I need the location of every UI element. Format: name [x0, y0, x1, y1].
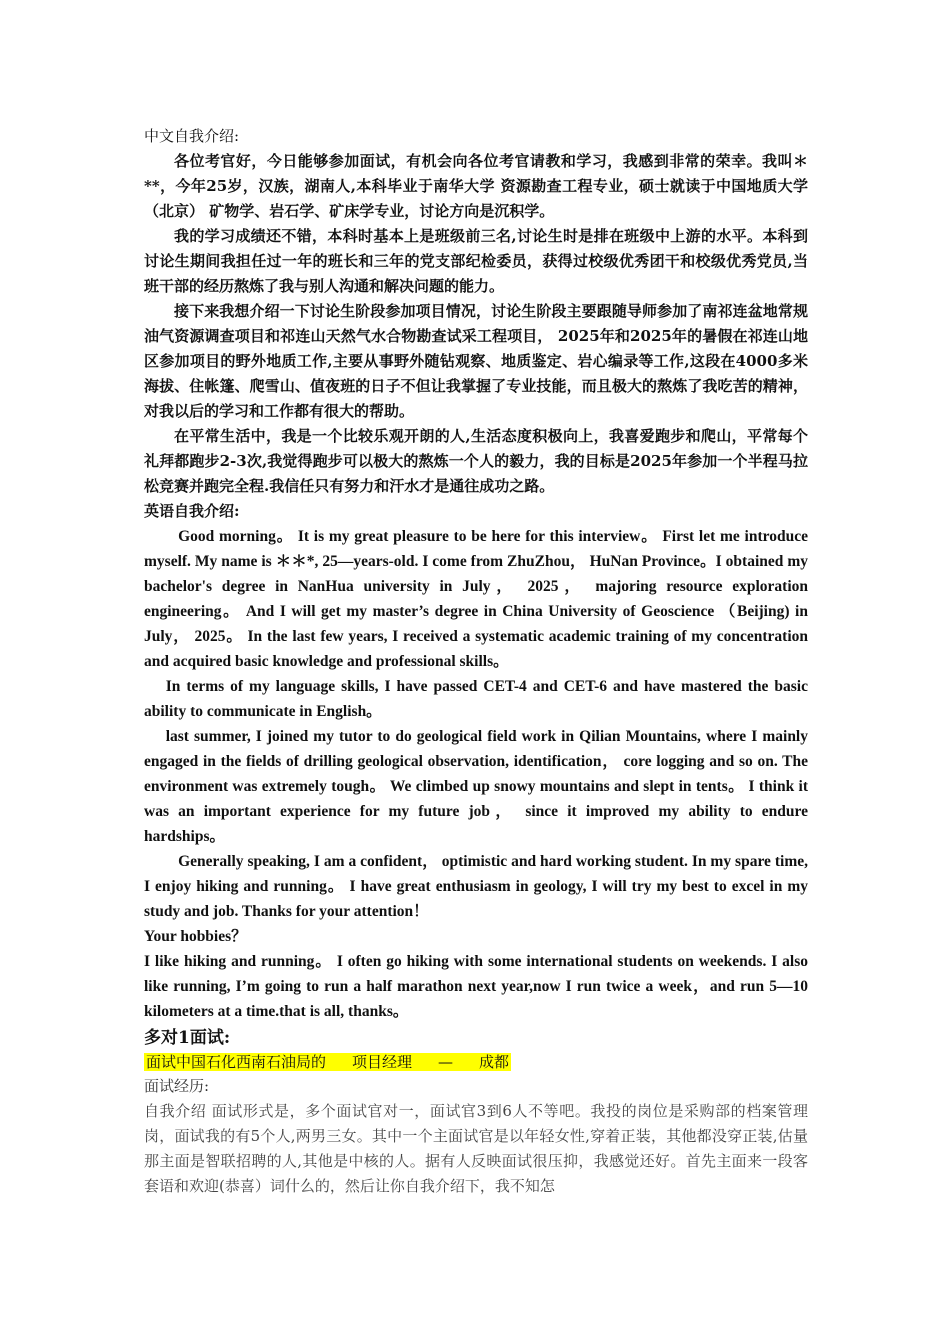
highlighted-position-line — [144, 1051, 808, 1073]
hobbies-question: Your hobbies？ — [144, 928, 247, 945]
highlight-dash: — — [438, 1053, 454, 1071]
multi-interview-heading: 多对1面试: — [144, 1028, 231, 1048]
highlight-company: 面试中国石化西南石油局的 项目经理 — 成都 — [146, 1053, 510, 1071]
cn-intro-heading: 中文自我介绍: — [144, 127, 240, 145]
highlight-position: 项目经理 — [352, 1053, 413, 1071]
hobbies-answer: I like hiking and running。 I often go hiking with some international students on weekends. I also like running, I’m going to run a half marathon next year,now I run twice a week，and run 5—10 kilometers at a time.that is all, thanks。 — [144, 953, 808, 1020]
cn-intro-paragraph-2: 我的学习成绩还不错，本科时基本上是班级前三名,讨论生时是排在班级中上游的水平。本科到讨论生期间我担任过一年的班长和三年的党支部纪检委员，获得过校级优秀团干和校级优秀党员,当班干部的经历熬炼了我与别人沟通和解决问题的能力。 — [144, 227, 808, 295]
highlight-city: 成都 — [479, 1053, 510, 1071]
cn-intro-paragraph-1: 各位考官好，今日能够参加面试，有机会向各位考官请教和学习，我感到非常的荣幸。我叫＊**，今年25岁，汉族，湖南人,本科毕业于南华大学 资源勘查工程专业，硕士就读于中国地质大学（北京） 矿物学、岩石学、矿床学专业，讨论方向是沉积学。 — [144, 152, 808, 220]
en-intro-paragraph-1: Good morning。 It is my great pleasure to be here for this interview。 First let me introduce myself. My name is ＊＊*, 25—years-old. I come from ZhuZhou， HuNan Province。I obtained my bachelor's degree in NanHua university in July， 2025， majoring resource exploration engineering。 And I will get my master’s degree in China University of Geoscience （Beijing) in July， 2025。 In the last few years, I received a systematic academic training of my concentration and acquired basic knowledge and professional skills。 — [144, 528, 808, 670]
en-intro-paragraph-4: Generally speaking, I am a confident， optimistic and hard working student. In my spare time, I enjoy hiking and running。 I have great enthusiasm in geology, I will try my best to excel in my study and job. Thanks for your attention！ — [144, 853, 808, 920]
en-intro-heading: 英语自我介绍: — [144, 502, 240, 520]
document-content — [144, 124, 808, 1199]
experience-body: 自我介绍 面试形式是，多个面试官对一，面试官3到6人不等吧。我投的岗位是采购部的档案管理岗，面试我的有5个人,两男三女。其中一个主面试官是以年轻女性,穿着正装，其他都没穿正装,估量那主面是智联招聘的人,其他是中核的人。据有人反映面试很压抑，我感觉还好。首先主面来一段客套语和欢迎(恭喜）词什么的，然后让你自我介绍下，我不知怎 — [144, 1102, 808, 1195]
en-intro-paragraph-2: In terms of my language skills, I have passed CET-4 and CET-6 and have mastered the basic ability to communicate in English。 — [144, 678, 808, 720]
cn-intro-paragraph-4: 在平常生活中，我是一个比较乐观开朗的人,生活态度积极向上，我喜爱跑步和爬山，平常每个礼拜都跑步2-3次,我觉得跑步可以极大的熬炼一个人的毅力，我的目标是2025年参加一个半程马拉松竞赛并跑完全程.我信任只有努力和汗水才是通往成功之路。 — [144, 427, 808, 495]
experience-label: 面试经历: — [144, 1077, 210, 1095]
en-intro-paragraph-3: last summer, I joined my tutor to do geological field work in Qilian Mountains, where I mainly engaged in the fields of drilling geological observation, identification， core logging and so on. The environment was extremely tough。 We climbed up snowy mountains and slept in tents。 I think it was an important experience for my future job， since it improved my ability to endure hardships。 — [144, 728, 808, 845]
cn-intro-paragraph-3: 接下来我想介绍一下讨论生阶段参加项目情况，讨论生阶段主要跟随导师参加了南祁连盆地常规油气资源调查项目和祁连山天然气水合物勘查试采工程项目， 2025年和2025年的暑假在祁连山地区参加项目的野外地质工作,主要从事野外随钻观察、地质鉴定、岩心编录等工作,这段在4000多米海拔、住帐篷、爬雪山、值夜班的日子不但让我掌握了专业技能，而且极大的熬炼了我吃苦的精神，对我以后的学习和工作都有很大的帮助。 — [144, 302, 808, 420]
